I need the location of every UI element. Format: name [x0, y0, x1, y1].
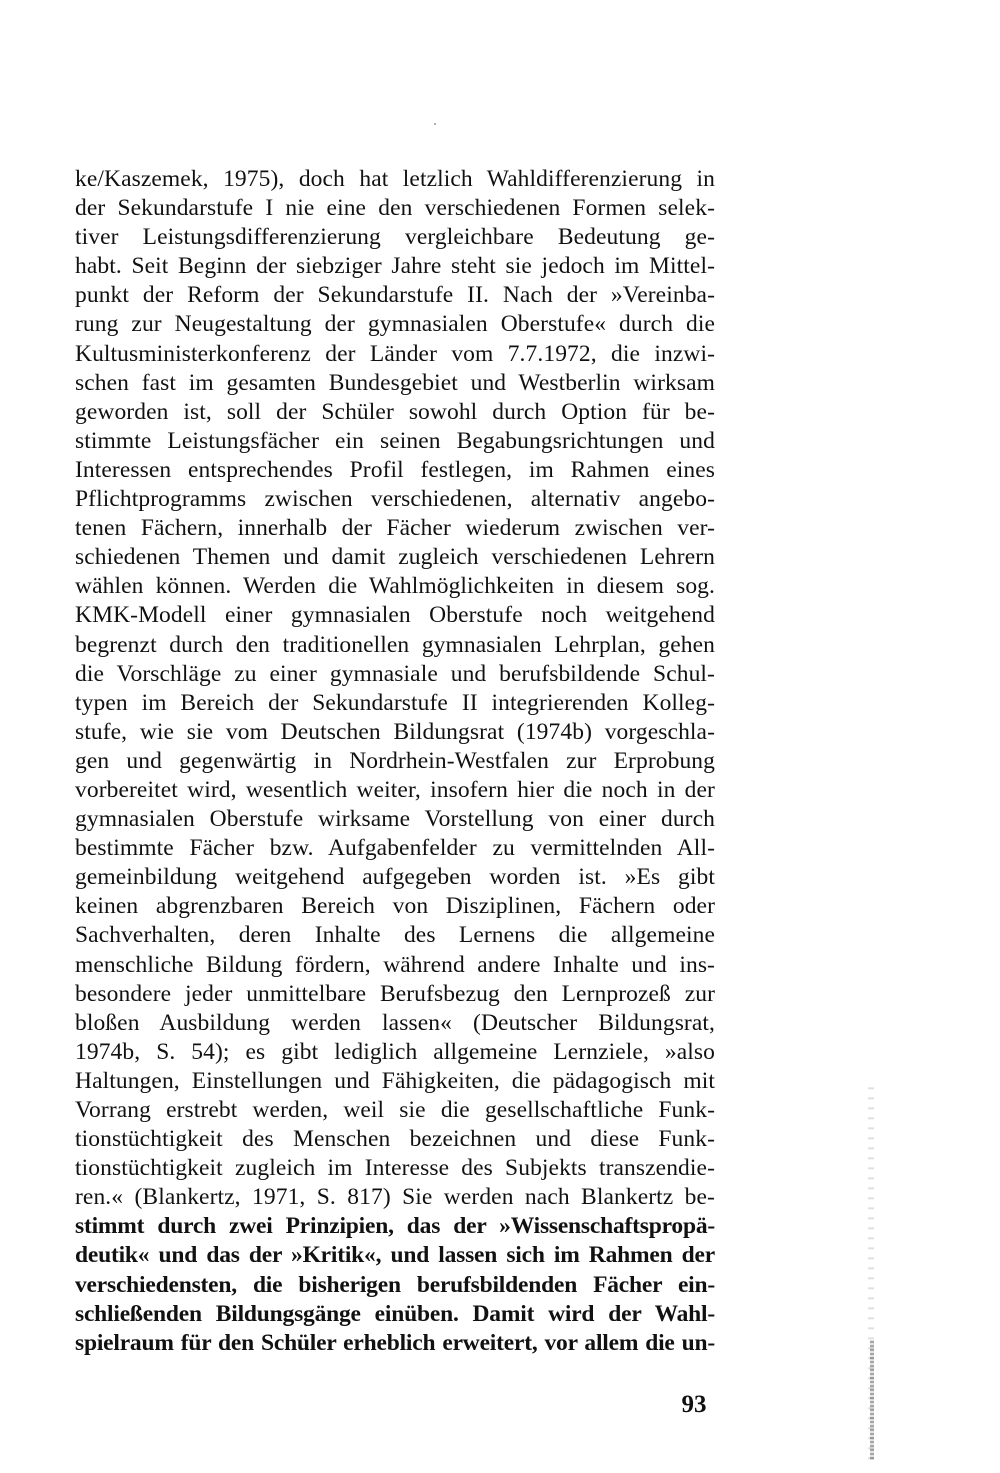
- text-line: der Sekundarstufe I nie eine den verschiedenen Formen selek-: [75, 195, 715, 222]
- text-line: verschiedensten, die bisherigen berufsbildenden Fächer ein-: [75, 1271, 715, 1298]
- text-line: ke/Kaszemek, 1975), doch hat letzlich Wahldifferenzierung in: [75, 166, 715, 192]
- text-line: spielraum für den Schüler erheblich erweitert, vor allem die un-: [75, 1329, 715, 1356]
- text-line: bloßen Ausbildung werden lassen« (Deutscher Bildungsrat,: [75, 1009, 715, 1036]
- text-line: stimmte Leistungsfächer ein seinen Begabungsrichtungen und: [75, 427, 715, 454]
- text-line: schließenden Bildungsgänge einüben. Damit wird der Wahl-: [75, 1300, 715, 1327]
- text-line: Kultusministerkonferenz der Länder vom 7.7.1972, die inzwi-: [75, 340, 715, 367]
- text-line: punkt der Reform der Sekundarstufe II. Nach der »Vereinba-: [75, 282, 715, 309]
- text-line: Sachverhalten, deren Inhalte des Lernens die allgemeine: [75, 922, 715, 949]
- text-line: gen und gegenwärtig in Nordrhein-Westfalen zur Erprobung: [75, 747, 715, 774]
- text-line: die Vorschläge zu einer gymnasiale und berufsbildende Schul-: [75, 660, 715, 687]
- text-line: habt. Seit Beginn der siebziger Jahre steht sie jedoch im Mittel-: [75, 253, 715, 280]
- text-line: tionstüchtigkeit zugleich im Interesse des Subjekts transzendie-: [75, 1155, 715, 1182]
- text-line: rung zur Neugestaltung der gymnasialen Oberstufe« durch die: [75, 311, 715, 338]
- text-line: Pflichtprogramms zwischen verschiedenen, alternativ angebo-: [75, 486, 715, 513]
- text-line: deutik« und das der »Kritik«, und lassen sich im Rahmen der: [75, 1242, 715, 1269]
- scan-edge-noise-dense: [870, 1340, 874, 1460]
- text-line: bestimmte Fächer bzw. Aufgabenfelder zu vermittelnden All-: [75, 835, 715, 862]
- text-line: tionstüchtigkeit des Menschen bezeichnen und diese Funk-: [75, 1126, 715, 1153]
- text-line: KMK-Modell einer gymnasialen Oberstufe noch weitgehend: [75, 602, 715, 629]
- text-line: Haltungen, Einstellungen und Fähigkeiten, die pädagogisch mit: [75, 1067, 715, 1094]
- text-line: besondere jeder unmittelbare Berufsbezug den Lernprozeß zur: [75, 980, 715, 1007]
- body-text: [75, 165, 715, 1358]
- text-line: typen im Bereich der Sekundarstufe II integrierenden Kolleg-: [75, 689, 715, 716]
- text-line: wählen können. Werden die Wahlmöglichkeiten in diesem sog.: [75, 573, 715, 600]
- page-number: 93: [681, 1391, 707, 1418]
- text-line: Vorrang erstrebt werden, weil sie die gesellschaftliche Funk-: [75, 1097, 715, 1123]
- text-line: schen fast im gesamten Bundesgebiet und Westberlin wirksam: [75, 369, 715, 396]
- text-line: gymnasialen Oberstufe wirksame Vorstellung von einer durch: [75, 806, 715, 833]
- text-line: stufe, wie sie vom Deutschen Bildungsrat (1974b) vorgeschla-: [75, 718, 715, 745]
- text-line: vorbereitet wird, wesentlich weiter, insofern hier die noch in der: [75, 776, 715, 803]
- text-line: begrenzt durch den traditionellen gymnasialen Lehrplan, gehen: [75, 631, 715, 658]
- text-line: schiedenen Themen und damit zugleich verschiedenen Lehrern: [75, 544, 715, 571]
- text-line: stimmt durch zwei Prinzipien, das der »Wissenschaftspropä-: [75, 1213, 715, 1240]
- text-line: menschliche Bildung fördern, während andere Inhalte und ins-: [75, 951, 715, 978]
- text-line: geworden ist, soll der Schüler sowohl durch Option für be-: [75, 398, 715, 425]
- text-line: gemeinbildung weitgehend aufgegeben worden ist. »Es gibt: [75, 864, 715, 891]
- text-line: 1974b, S. 54); es gibt lediglich allgemeine Lernziele, »also: [75, 1038, 715, 1065]
- scan-speck: [434, 123, 436, 125]
- text-line: ren.« (Blankertz, 1971, S. 817) Sie werden nach Blankertz be-: [75, 1184, 715, 1211]
- text-line: tenen Fächern, innerhalb der Fächer wiederum zwischen ver-: [75, 515, 715, 542]
- text-line: Interessen entsprechendes Profil festlegen, im Rahmen eines: [75, 456, 715, 483]
- text-line: tiver Leistungsdifferenzierung vergleichbare Bedeutung ge-: [75, 224, 715, 251]
- text-line: keinen abgrenzbaren Bereich von Disziplinen, Fächern oder: [75, 893, 715, 920]
